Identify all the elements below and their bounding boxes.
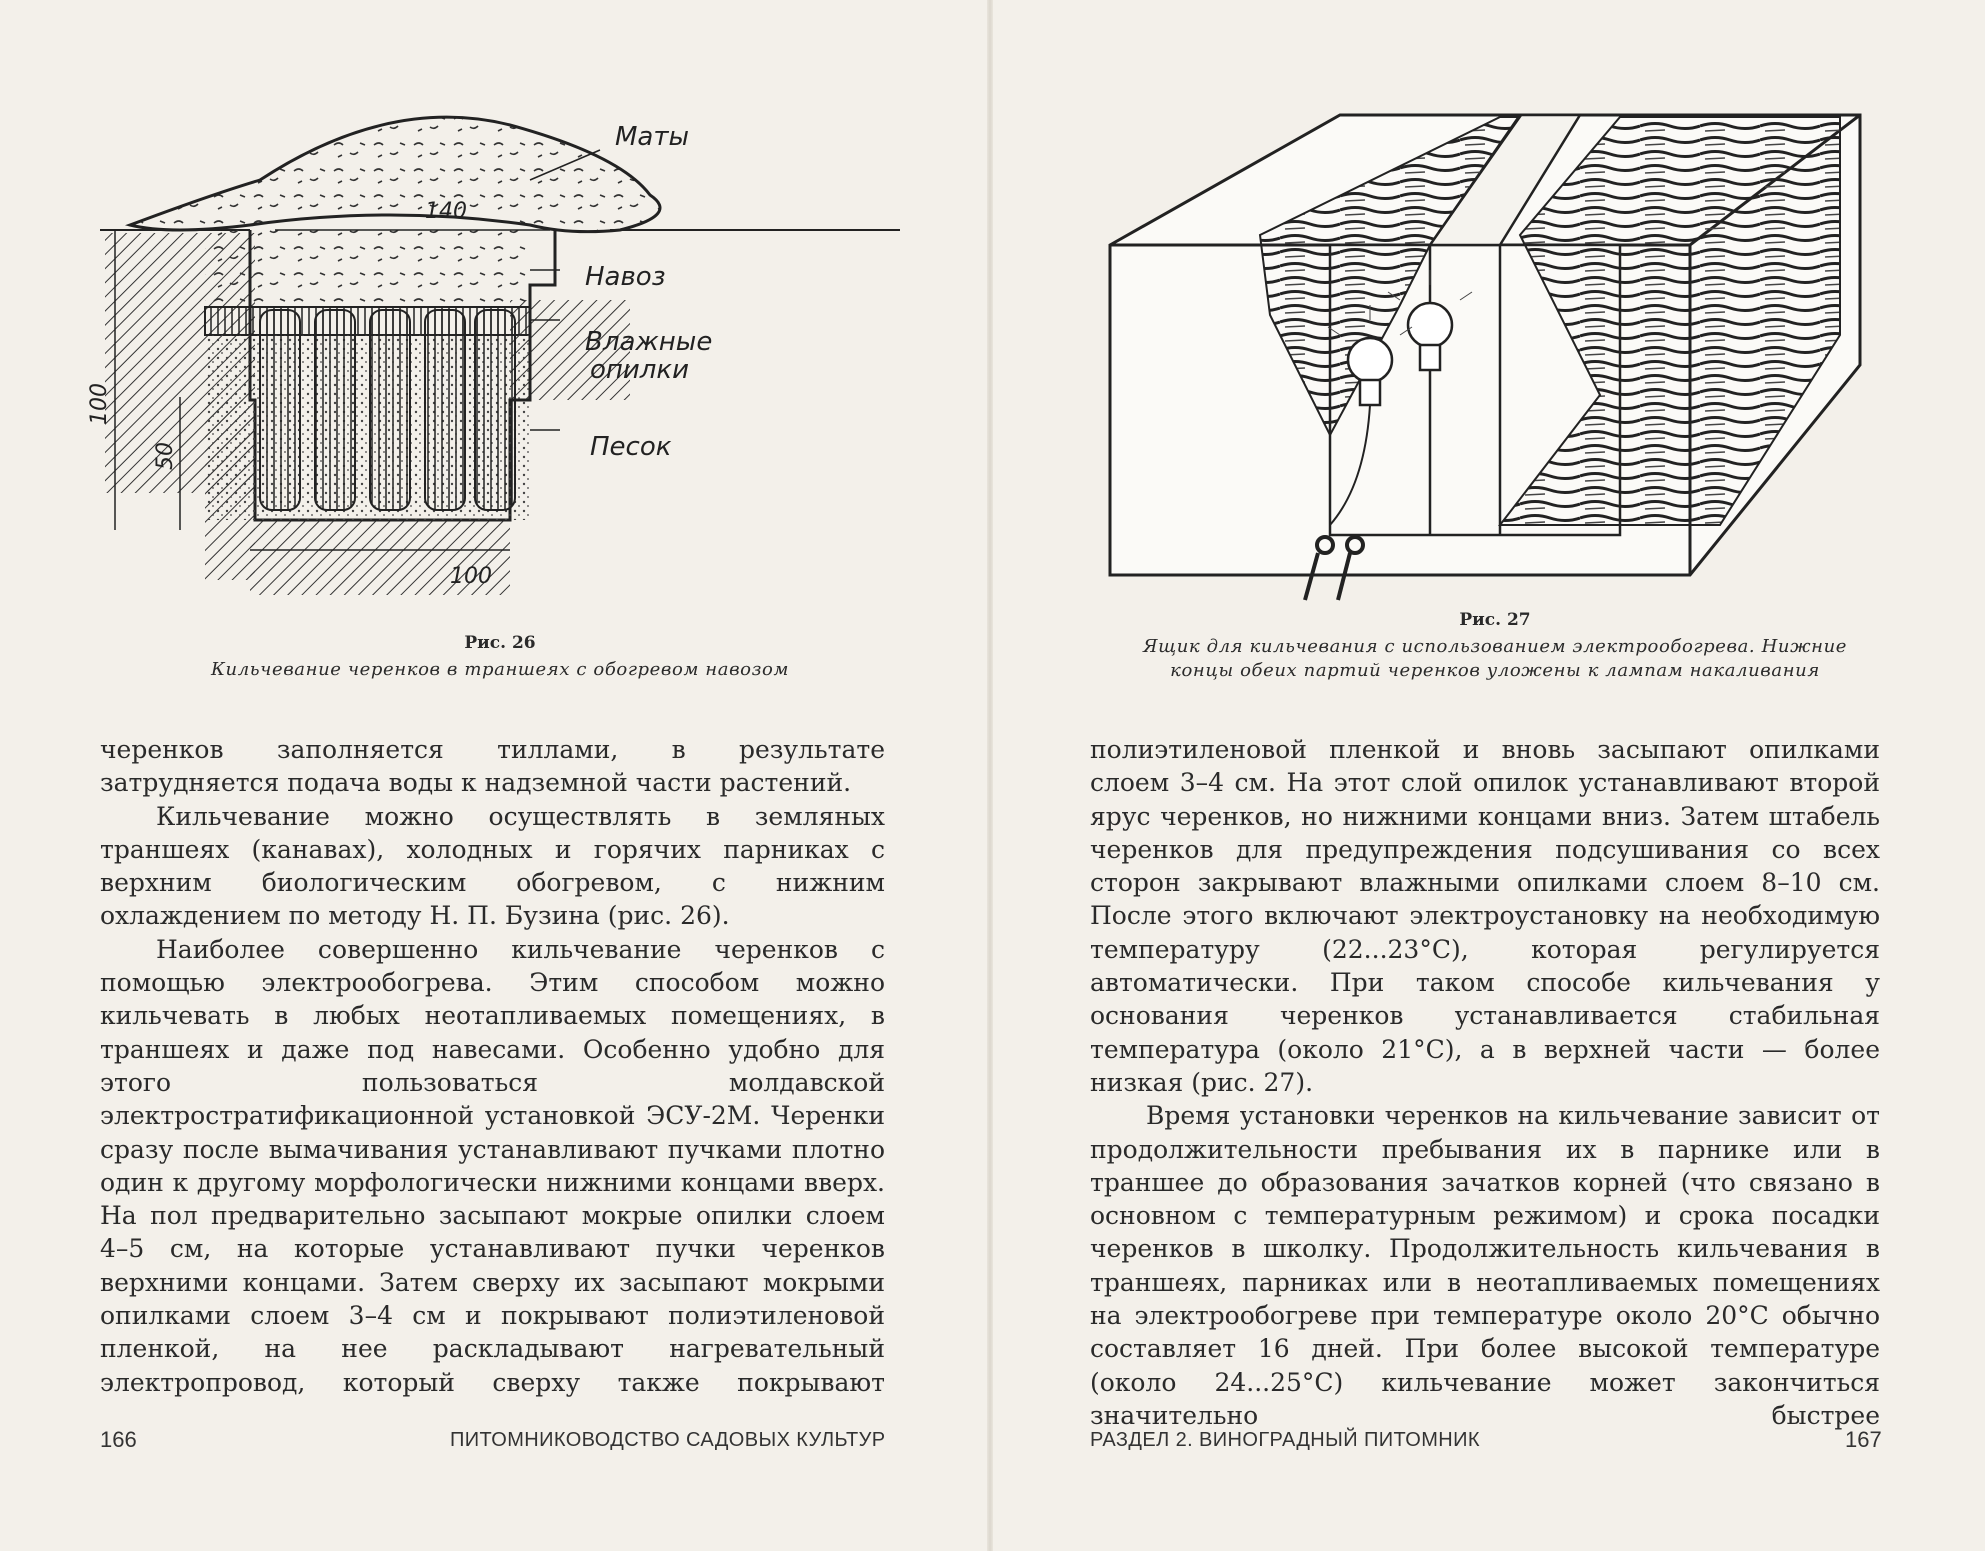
left-page — [0, 0, 990, 1551]
label-sand: Песок — [590, 432, 672, 462]
page-number-left: 166 — [100, 1427, 137, 1452]
dim-bottom-100: 100 — [450, 564, 492, 589]
label-wet-sawdust-line2: опилки — [590, 355, 690, 385]
right-page — [990, 0, 1985, 1551]
dim-top-140: 140 — [425, 199, 467, 224]
label-manure: Навоз — [585, 262, 666, 292]
running-head-right: РАЗДЕЛ 2. ВИНОГРАДНЫЙ ПИТОМНИК — [1090, 1429, 1480, 1451]
right-body-text — [1090, 733, 1880, 1432]
box-diagram-svg — [1100, 105, 1880, 605]
page-number-right: 167 — [1845, 1427, 1882, 1452]
figure-26-trench-diagram — [87, 85, 910, 610]
trench-diagram-svg — [87, 85, 910, 610]
figure-27-caption-line1: Ящик для кильчевания с использованием электрообогрева. Нижние — [1142, 636, 1848, 657]
paragraph: Время установки черенков на кильчевание зависит от продолжительности пребывания их в парнике или в траншее до образования зачатков корней (что связано в основном с температурным режимом) и срока посадки черенков в школку. Продолжительность кильчевания в траншеях, парниках или в неотапливаемых помещениях на электрообогреве при температуре около 20°С обычно составляет 16 дней. При более высокой температуре (около 24...25°С) кильчевание может закончиться значительно быстрее — [1090, 1101, 1880, 1430]
figure-27-caption-line2: концы обеих партий черенков уложены к лампам накаливания — [1170, 660, 1820, 681]
dim-height-100: 100 — [87, 383, 112, 425]
figure-27-number: Рис. 27 — [1459, 610, 1531, 630]
paragraph: черенков заполняется тиллами, в результате затрудняется подача воды к надземной части растений. — [100, 735, 885, 798]
figure-26-number: Рис. 26 — [464, 633, 536, 653]
running-head-left: ПИТОМНИКОВОДСТВО САДОВЫХ КУЛЬТУР — [450, 1429, 886, 1451]
figure-26-caption: Кильчевание черенков в траншеях с обогревом навозом — [211, 659, 789, 680]
paragraph: Наиболее совершенно кильчевание черенков с помощью электрообогрева. Этим способом можно кильчевать в любых неотапливаемых помещениях, в траншеях и даже под навесами. Особенно удобно для этого пользоваться молдавской электростратификационной установкой ЭСУ-2М. Черенки сразу после вымачивания устанавливают пучками плотно один к другому морфологически нижними концами вверх. На пол предварительно засыпают мокрые опилки слоем 4–5 см, на которые устанавливают пучки черенков верхними концами. Затем сверху их засыпают мокрыми опилками слоем 3–4 см и покрывают полиэтиленовой пленкой, на нее раскладывают нагревательный электропровод, который сверху также покрывают — [100, 934, 885, 1397]
figure-27-box-diagram — [1100, 105, 1880, 605]
label-mats: Маты — [615, 122, 690, 152]
left-body-text — [100, 733, 885, 1399]
dim-mid-50: 50 — [153, 442, 178, 470]
label-wet-sawdust-line1: Влажные — [585, 327, 713, 357]
paragraph: полиэтиленовой пленкой и вновь засыпают опилками слоем 3–4 см. На этот слой опилок устанавливают второй ярус черенков, но нижними концами вниз. Затем штабель черенков для предупреждения подсушивания со всех сторон закрывают влажными опилками слоем 8–10 см. После этого включают электроустановку на необходимую температуру (22...23°С), которая регулируется автоматически. При таком способе кильчевания у основания черенков устанавливается стабильная температура (около 21°С), а в верхней части — более низкая (рис. 27). — [1090, 735, 1880, 1097]
paragraph: Кильчевание можно осуществлять в земляных траншеях (канавах), холодных и горячих парниках с верхним биологическим обогревом, с нижним охлаждением по методу Н. П. Бузина (рис. 26). — [100, 801, 885, 931]
